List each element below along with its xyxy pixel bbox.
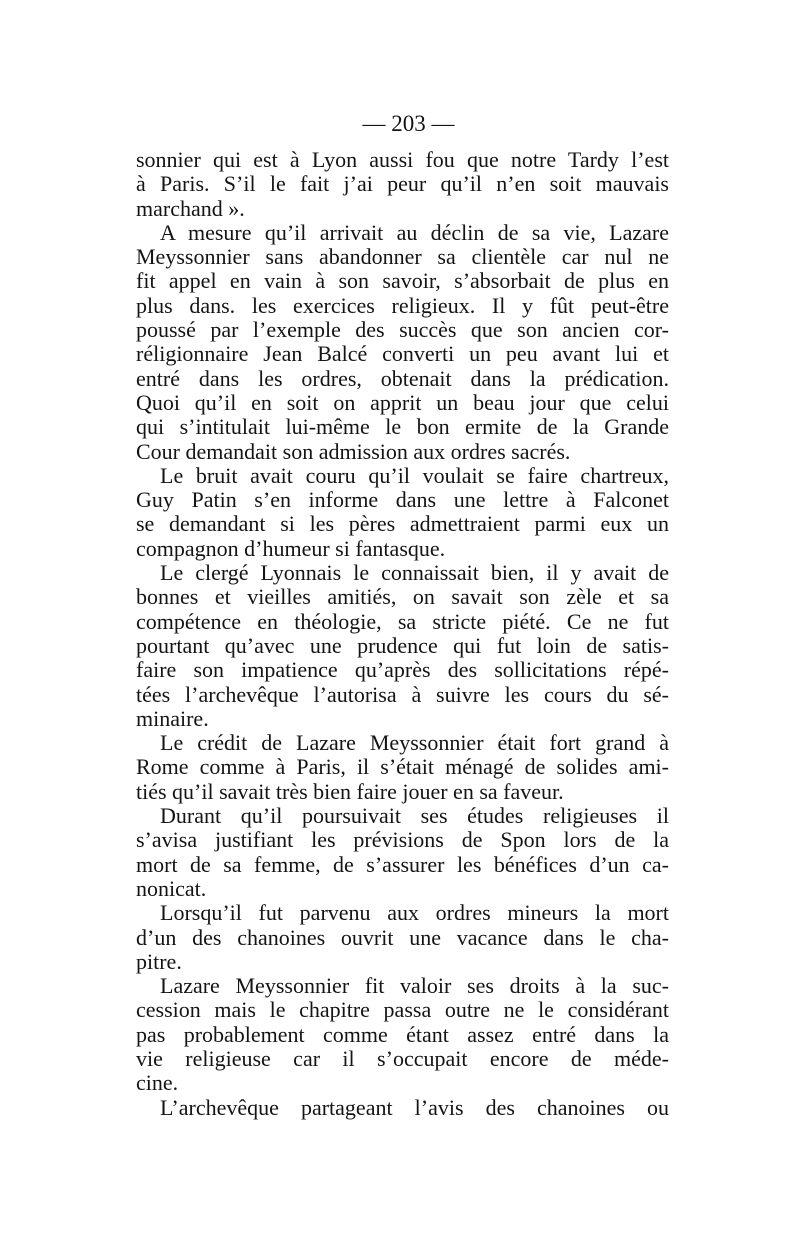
text-line: qui s’intitulait lui-même le bon ermite de la Grande xyxy=(136,414,669,440)
text-line: pitre. xyxy=(136,948,182,974)
text-line: bonnes et vieilles amitiés, on savait son zèle et sa xyxy=(136,584,669,610)
text-line: sonnier qui est à Lyon aussi fou que notre Tardy l’est xyxy=(136,147,669,172)
text-line: tées l’archevêque l’autorisa à suivre les cours du sé- xyxy=(136,681,669,707)
text-line: entré dans les ordres, obtenait dans la prédication. xyxy=(136,365,669,391)
text-line: L’archevêque partageant l’avis des chanoines ou xyxy=(160,1094,669,1120)
text-line: vie religieuse car il s’occupait encore de méde- xyxy=(136,1045,669,1071)
text-line: d’un des chanoines ouvrit une vacance dans le cha- xyxy=(136,924,669,950)
text-line: plus dans. les exercices religieux. Il y fût peut-être xyxy=(136,292,669,318)
text-line: compétence en théologie, sa stricte piété. Ce ne fut xyxy=(136,608,669,634)
text-line: à Paris. S’il le fait j’ai peur qu’il n’en soit mauvais xyxy=(136,171,669,197)
text-line: Le crédit de Lazare Meyssonnier était fort grand à xyxy=(160,730,669,756)
text-line: Cour demandait son admission aux ordres sacrés. xyxy=(136,438,571,464)
text-line: Quoi qu’il en soit on apprit un beau jour que celui xyxy=(136,389,669,415)
text-line: marchand ». xyxy=(136,195,245,221)
text-line: cession mais le chapitre passa outre ne le considérant xyxy=(136,997,669,1023)
text-line: poussé par l’exemple des succès que son ancien cor- xyxy=(136,317,669,343)
text-line: pas probablement comme étant assez entré dans la xyxy=(136,1021,669,1047)
text-line: A mesure qu’il arrivait au déclin de sa vie, Lazare xyxy=(160,219,669,245)
text-line: nonicat. xyxy=(136,875,207,901)
text-line: Rome comme à Paris, il s’était ménagé de solides ami- xyxy=(136,754,669,780)
page-body-text xyxy=(136,148,669,1120)
text-line: cine. xyxy=(136,1070,179,1096)
text-line: tiés qu’il savait très bien faire jouer en sa faveur. xyxy=(136,778,564,804)
text-line: Lazare Meyssonnier fit valoir ses droits à la suc- xyxy=(160,973,669,999)
text-line: pourtant qu’avec une prudence qui fut loin de satis- xyxy=(136,632,669,658)
text-line: Le clergé Lyonnais le connaissait bien, il y avait de xyxy=(160,560,669,586)
book-page xyxy=(136,106,669,1146)
text-line: compagnon d’humeur si fantasque. xyxy=(136,535,446,561)
text-line: Guy Patin s’en informe dans une lettre à Falconet xyxy=(136,487,669,513)
text-line: Lorsqu’il fut parvenu aux ordres mineurs la mort xyxy=(160,900,669,926)
text-line: mort de sa femme, de s’assurer les bénéfices d’un ca- xyxy=(136,851,669,877)
text-line: se demandant si les pères admettraient parmi eux un xyxy=(136,511,669,537)
text-line: Meyssonnier sans abandonner sa clientèle car nul ne xyxy=(136,244,669,270)
text-line: Le bruit avait couru qu’il voulait se faire chartreux, xyxy=(160,462,669,488)
text-line: Durant qu’il poursuivait ses études religieuses il xyxy=(160,803,669,829)
text-line: s’avisa justifiant les prévisions de Spon lors de la xyxy=(136,827,669,853)
text-line: fit appel en vain à son savoir, s’absorbait de plus en xyxy=(136,268,669,294)
page-number: — 203 — xyxy=(362,111,455,136)
text-line: minaire. xyxy=(136,705,209,731)
text-line: faire son impatience qu’après des sollicitations répé- xyxy=(136,657,669,683)
text-line: réligionnaire Jean Balcé converti un peu avant lui et xyxy=(136,341,669,367)
